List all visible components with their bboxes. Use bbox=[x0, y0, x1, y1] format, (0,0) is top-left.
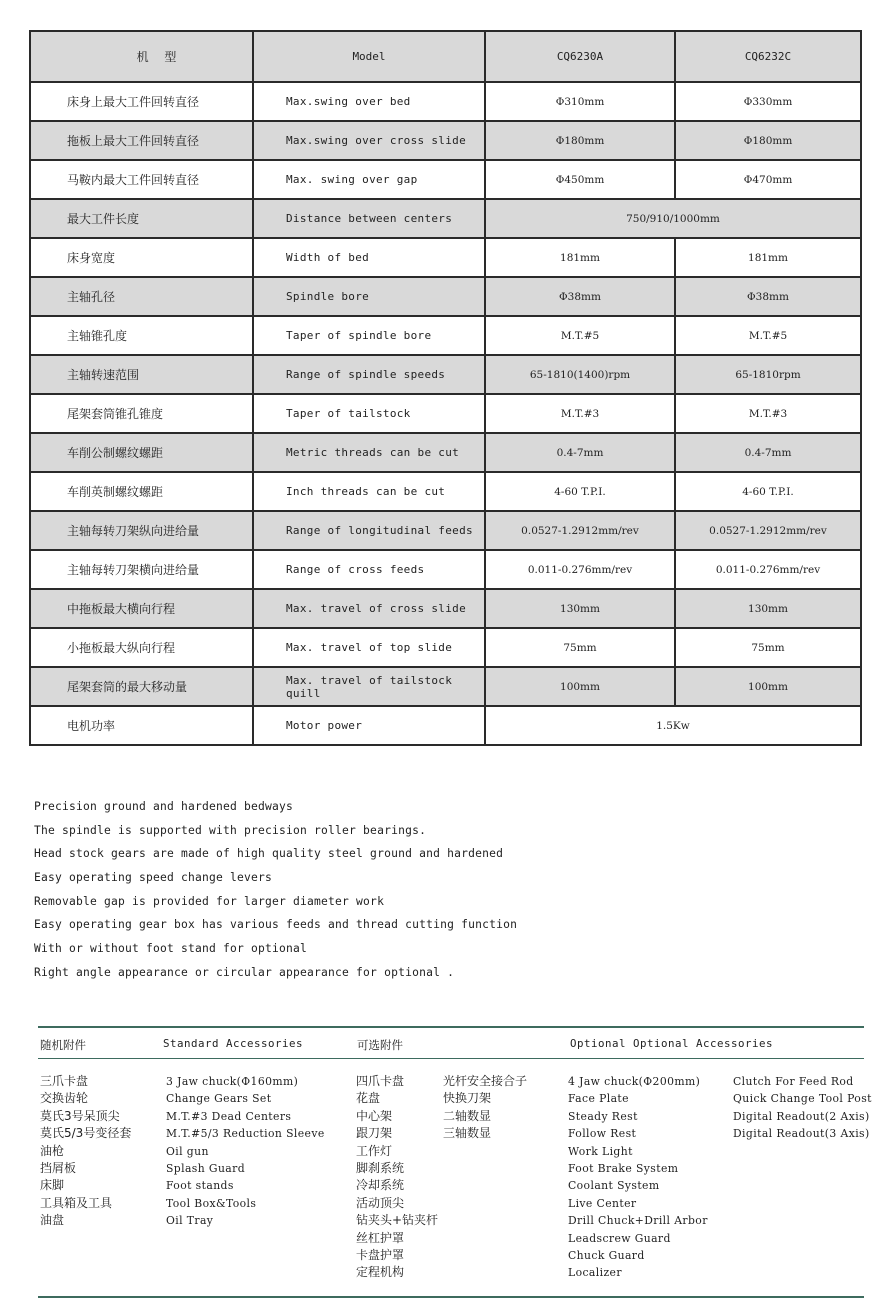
row-label-cn: 主轴锥孔度 bbox=[30, 316, 253, 355]
table-row bbox=[30, 355, 861, 394]
feature-list bbox=[34, 797, 517, 987]
list-item: 工具箱及工具 bbox=[40, 1195, 113, 1210]
list-item: 脚刹系统 bbox=[356, 1160, 405, 1175]
list-item: 快换刀架 bbox=[443, 1091, 492, 1106]
value-model-c: M.T.#5 bbox=[675, 316, 861, 355]
header-model-a: CQ6230A bbox=[485, 31, 675, 82]
optional-accessories-title-cn: 可选附件 bbox=[357, 1038, 403, 1052]
row-label-cn: 中拖板最大横向行程 bbox=[30, 589, 253, 628]
value-model-a: Φ38mm bbox=[485, 277, 675, 316]
value-model-a: 130mm bbox=[485, 589, 675, 628]
feature-item: Easy operating speed change levers bbox=[34, 871, 273, 885]
list-item: Live Center bbox=[568, 1196, 637, 1210]
table-row bbox=[30, 628, 861, 667]
value-model-c: Φ330mm bbox=[675, 82, 861, 121]
row-label-cn: 车削英制螺纹螺距 bbox=[30, 472, 253, 511]
row-label-en: Spindle bore bbox=[253, 277, 485, 316]
value-model-a: 75mm bbox=[485, 628, 675, 667]
optional-accessories-cn-list-2 bbox=[443, 1073, 527, 1143]
list-item: 交换齿轮 bbox=[40, 1091, 89, 1106]
list-item: Follow Rest bbox=[568, 1127, 637, 1141]
row-label-en: Max. travel of top slide bbox=[253, 628, 485, 667]
table-row bbox=[30, 394, 861, 433]
row-label-cn: 拖板上最大工件回转直径 bbox=[30, 121, 253, 160]
row-label-en: Taper of spindle bore bbox=[253, 316, 485, 355]
spec-table bbox=[29, 30, 862, 746]
row-label-cn: 床身上最大工件回转直径 bbox=[30, 82, 253, 121]
row-label-cn: 最大工件长度 bbox=[30, 199, 253, 238]
list-item: Quick Change Tool Post bbox=[733, 1092, 872, 1106]
header-model-c: CQ6232C bbox=[675, 31, 861, 82]
optional-accessories-en-list-2 bbox=[733, 1073, 872, 1143]
list-item: Work Light bbox=[568, 1144, 633, 1158]
row-label-cn: 小拖板最大纵向行程 bbox=[30, 628, 253, 667]
list-item: 二轴数显 bbox=[443, 1108, 492, 1123]
row-label-en: Width of bed bbox=[253, 238, 485, 277]
row-label-en: Metric threads can be cut bbox=[253, 433, 485, 472]
top-divider bbox=[38, 1026, 864, 1028]
optional-accessories-en-list-1 bbox=[568, 1073, 708, 1282]
value-model-c: 75mm bbox=[675, 628, 861, 667]
table-row bbox=[30, 121, 861, 160]
table-row bbox=[30, 277, 861, 316]
row-label-cn: 主轴每转刀架纵向进给量 bbox=[30, 511, 253, 550]
list-item: Leadscrew Guard bbox=[568, 1231, 671, 1245]
row-label-cn: 床身宽度 bbox=[30, 238, 253, 277]
list-item: Face Plate bbox=[568, 1092, 629, 1106]
header-en: Model bbox=[253, 31, 485, 82]
table-row bbox=[30, 511, 861, 550]
value-model-c: Φ470mm bbox=[675, 160, 861, 199]
list-item: Foot stands bbox=[166, 1179, 234, 1193]
list-item: 中心架 bbox=[356, 1108, 393, 1123]
feature-item: Removable gap is provided for larger diameter work bbox=[34, 894, 385, 908]
standard-accessories-title-en: Standard Accessories bbox=[163, 1037, 304, 1050]
value-model-c: 181mm bbox=[675, 238, 861, 277]
list-item: Clutch For Feed Rod bbox=[733, 1075, 854, 1088]
optional-accessories-title-en: Optional Optional Accessories bbox=[570, 1037, 774, 1050]
table-row bbox=[30, 589, 861, 628]
optional-accessories-cn-list-1 bbox=[356, 1073, 438, 1282]
list-item: 三轴数显 bbox=[443, 1126, 492, 1141]
list-item: 床脚 bbox=[40, 1178, 65, 1193]
value-model-c: Φ38mm bbox=[675, 277, 861, 316]
value-model-a: Φ450mm bbox=[485, 160, 675, 199]
row-label-cn: 马鞍内最大工件回转直径 bbox=[30, 160, 253, 199]
list-item: 油枪 bbox=[40, 1143, 65, 1158]
value-model-c: 0.0527-1.2912mm/rev bbox=[675, 511, 861, 550]
row-label-en: Max. travel of cross slide bbox=[253, 589, 485, 628]
standard-accessories-title-cn: 随机附件 bbox=[40, 1038, 86, 1052]
value-model-a: M.T.#5 bbox=[485, 316, 675, 355]
list-item: 定程机构 bbox=[356, 1265, 405, 1280]
row-label-en: Taper of tailstock bbox=[253, 394, 485, 433]
list-item: 花盘 bbox=[356, 1091, 381, 1106]
row-label-cn: 主轴孔径 bbox=[30, 277, 253, 316]
list-item: 冷却系统 bbox=[356, 1178, 405, 1193]
table-row bbox=[30, 433, 861, 472]
table-row bbox=[30, 238, 861, 277]
row-label-cn: 主轴转速范围 bbox=[30, 355, 253, 394]
list-item: 4 Jaw chuck(Φ200mm) bbox=[568, 1075, 701, 1088]
value-model-c: Φ180mm bbox=[675, 121, 861, 160]
list-item: 光杆安全接合子 bbox=[443, 1074, 528, 1088]
row-label-en: Range of cross feeds bbox=[253, 550, 485, 589]
feature-item: Easy operating gear box has various feeds and thread cutting function bbox=[34, 918, 518, 932]
row-label-cn: 电机功率 bbox=[30, 706, 253, 745]
list-item: Oil Tray bbox=[166, 1214, 214, 1228]
list-item: Localizer bbox=[568, 1266, 622, 1280]
row-label-en: Max. travel of tailstock quill bbox=[253, 667, 485, 706]
list-item: 莫氏3号呆顶尖 bbox=[40, 1108, 120, 1123]
row-label-en: Max. swing over gap bbox=[253, 160, 485, 199]
list-item: 丝杠护罩 bbox=[356, 1230, 405, 1245]
list-item: Tool Box&Tools bbox=[166, 1196, 257, 1210]
table-row bbox=[30, 550, 861, 589]
table-row bbox=[30, 199, 861, 238]
list-item: Drill Chuck+Drill Arbor bbox=[568, 1214, 708, 1228]
value-model-a: 65-1810(1400)rpm bbox=[485, 355, 675, 394]
list-item: 3 Jaw chuck(Φ160mm) bbox=[166, 1075, 299, 1088]
accessories-section bbox=[38, 1026, 872, 1298]
list-item: 油盘 bbox=[40, 1213, 65, 1228]
list-item: 卡盘护罩 bbox=[356, 1247, 405, 1262]
standard-accessories-cn-list bbox=[40, 1073, 131, 1230]
feature-item: Right angle appearance or circular appearance for optional . bbox=[34, 965, 455, 979]
list-item: Chuck Guard bbox=[568, 1248, 645, 1262]
table-row bbox=[30, 706, 861, 745]
list-item: M.T.#3 Dead Centers bbox=[166, 1109, 292, 1123]
list-item: 跟刀架 bbox=[356, 1126, 393, 1141]
table-row bbox=[30, 472, 861, 511]
row-label-en: Motor power bbox=[253, 706, 485, 745]
row-label-cn: 主轴每转刀架横向进给量 bbox=[30, 550, 253, 589]
value-model-a: 0.4-7mm bbox=[485, 433, 675, 472]
row-label-cn: 尾架套筒的最大移动量 bbox=[30, 667, 253, 706]
list-item: 莫氏5/3号变径套 bbox=[40, 1126, 132, 1141]
table-header-row bbox=[30, 31, 861, 82]
list-item: Splash Guard bbox=[166, 1161, 246, 1175]
value-model-c: 4-60 T.P.I. bbox=[675, 472, 861, 511]
standard-accessories-en-list bbox=[166, 1073, 325, 1230]
row-label-cn: 车削公制螺纹螺距 bbox=[30, 433, 253, 472]
value-both-models: 1.5Kw bbox=[485, 706, 861, 745]
table-row bbox=[30, 667, 861, 706]
row-label-en: Max.swing over bed bbox=[253, 82, 485, 121]
row-label-en: Distance between centers bbox=[253, 199, 485, 238]
feature-item: Precision ground and hardened bedways bbox=[34, 800, 294, 813]
row-label-en: Max.swing over cross slide bbox=[253, 121, 485, 160]
list-item: Oil gun bbox=[166, 1144, 209, 1158]
list-item: Digital Readout(2 Axis) bbox=[733, 1109, 870, 1123]
table-row bbox=[30, 160, 861, 199]
value-model-c: M.T.#3 bbox=[675, 394, 861, 433]
value-both-models: 750/910/1000mm bbox=[485, 199, 861, 238]
table-row bbox=[30, 82, 861, 121]
list-item: Change Gears Set bbox=[166, 1092, 272, 1106]
table-row bbox=[30, 316, 861, 355]
header-cn: 机 型 bbox=[30, 31, 253, 82]
list-item: Digital Readout(3 Axis) bbox=[733, 1127, 870, 1141]
feature-item: Head stock gears are made of high quality steel ground and hardened bbox=[34, 847, 504, 861]
row-label-en: Range of longitudinal feeds bbox=[253, 511, 485, 550]
list-item: 工作灯 bbox=[356, 1143, 393, 1158]
value-model-a: Φ180mm bbox=[485, 121, 675, 160]
value-model-c: 130mm bbox=[675, 589, 861, 628]
row-label-en: Inch threads can be cut bbox=[253, 472, 485, 511]
row-label-en: Range of spindle speeds bbox=[253, 355, 485, 394]
feature-item: The spindle is supported with precision roller bearings. bbox=[34, 823, 427, 837]
list-item: 活动顶尖 bbox=[356, 1195, 405, 1210]
value-model-c: 100mm bbox=[675, 667, 861, 706]
value-model-a: 100mm bbox=[485, 667, 675, 706]
list-item: Steady Rest bbox=[568, 1109, 638, 1123]
list-item: Foot Brake System bbox=[568, 1161, 679, 1175]
value-model-a: M.T.#3 bbox=[485, 394, 675, 433]
value-model-a: 0.011-0.276mm/rev bbox=[485, 550, 675, 589]
list-item: 四爪卡盘 bbox=[356, 1074, 405, 1088]
value-model-c: 0.4-7mm bbox=[675, 433, 861, 472]
list-item: 挡屑板 bbox=[40, 1160, 77, 1175]
value-model-c: 0.011-0.276mm/rev bbox=[675, 550, 861, 589]
list-item: Coolant System bbox=[568, 1179, 660, 1193]
list-item: 钻夹头+钻夹杆 bbox=[356, 1213, 439, 1228]
value-model-a: Φ310mm bbox=[485, 82, 675, 121]
row-label-cn: 尾架套筒锥孔锥度 bbox=[30, 394, 253, 433]
value-model-a: 4-60 T.P.I. bbox=[485, 472, 675, 511]
value-model-a: 181mm bbox=[485, 238, 675, 277]
value-model-c: 65-1810rpm bbox=[675, 355, 861, 394]
header-divider bbox=[38, 1058, 864, 1059]
list-item: M.T.#5/3 Reduction Sleeve bbox=[166, 1127, 325, 1141]
bottom-divider bbox=[38, 1296, 864, 1298]
value-model-a: 0.0527-1.2912mm/rev bbox=[485, 511, 675, 550]
list-item: 三爪卡盘 bbox=[40, 1074, 89, 1088]
feature-item: With or without foot stand for optional bbox=[34, 942, 308, 956]
